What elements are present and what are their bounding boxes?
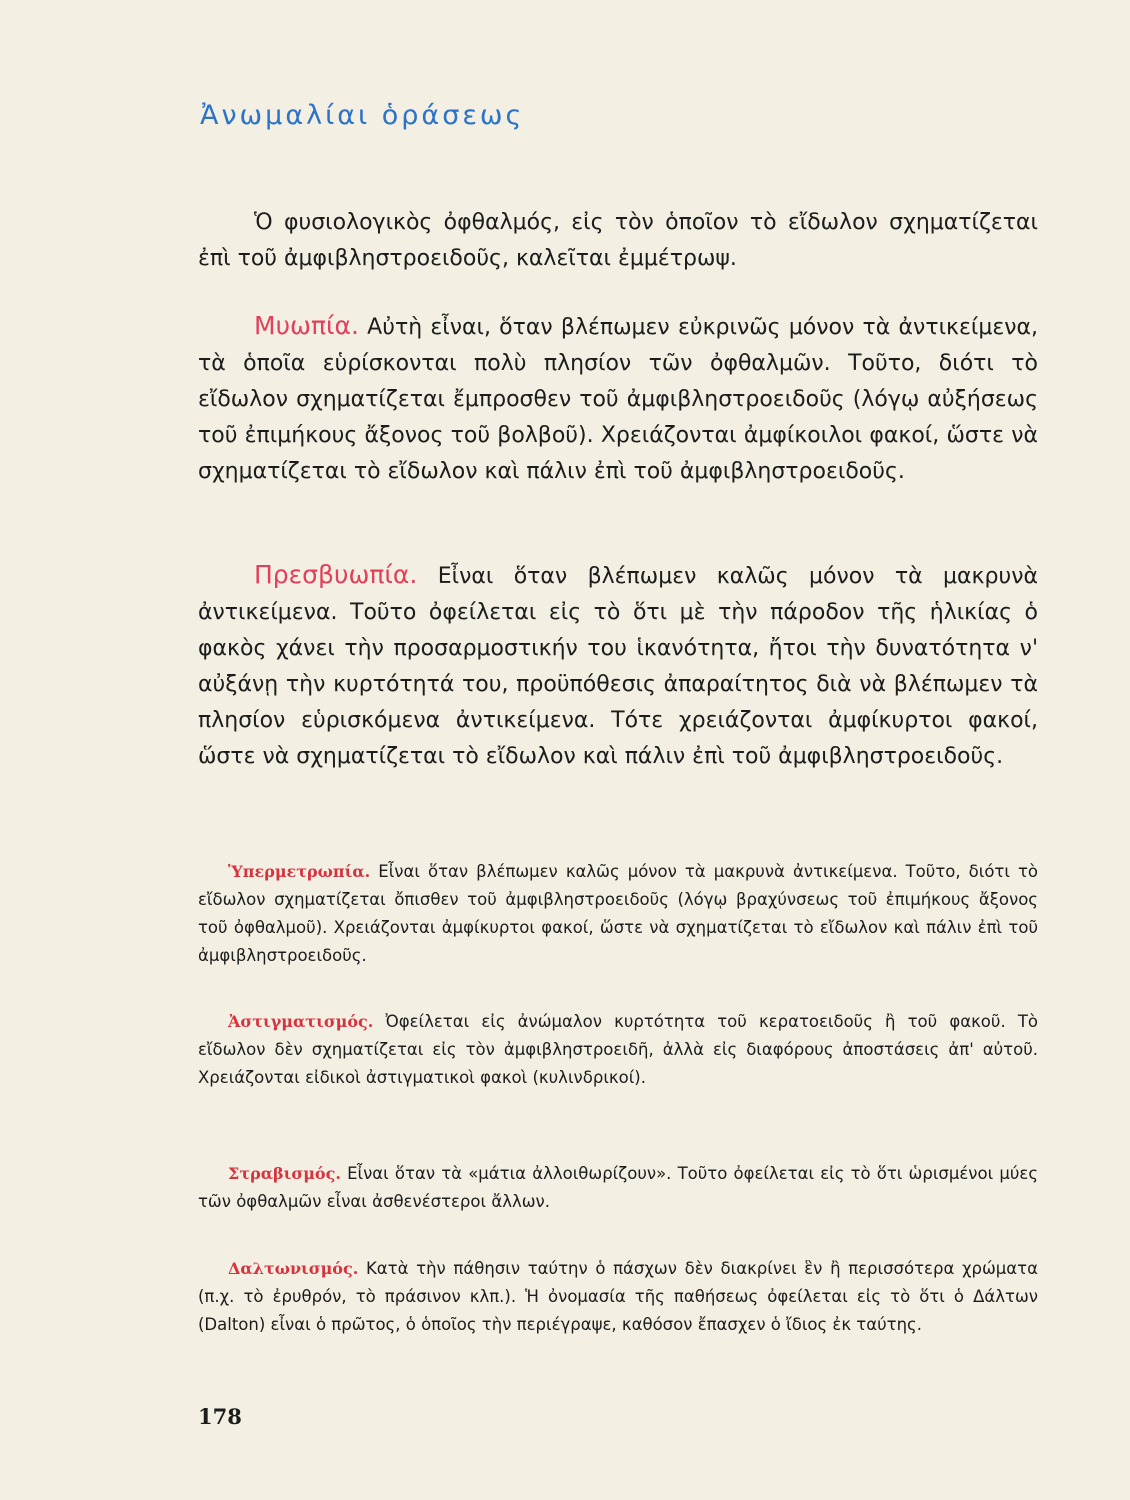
myopia-paragraph: [198, 308, 1038, 490]
presbyopia-text: Εἶναι ὅταν βλέπωμεν καλῶς μόνον τὰ μακρυνὰ ἀντικείμενα. Τοῦτο ὀφείλεται εἰς τὸ ὅτι μὲ τὴν πάροδον τῆς ἡλικίας ὁ φακὸς χάνει τὴν προσαρμοστικήν του ἱκανότητα, ἤτοι τὴν δυνατότητα ν' αὐξάνῃ τὴν κυρτότητά του, προϋπόθεσις ἀπαραίτητος διὰ νὰ βλέπωμεν τὰ πλησίον εὑρισκόμενα ἀντικείμενα. Τότε χρειάζονται ἀμφίκυρτοι φακοί, ὥστε νὰ σχηματίζεται τὸ εἴδωλον καὶ πάλιν ἐπὶ τοῦ ἀμφιβληστροειδοῦς.: [198, 564, 1038, 769]
section-title: Ἀνωμαλίαι ὁράσεως: [200, 100, 525, 131]
intro-paragraph: [198, 205, 1038, 277]
myopia-heading: Μυωπία.: [254, 311, 359, 340]
daltonism-heading: Δαλτωνισμός.: [228, 1259, 359, 1278]
strabismus-heading: Στραβισμός.: [228, 1164, 341, 1183]
astigmatism-paragraph: [198, 1008, 1038, 1092]
myopia-text: Αὐτὴ εἶναι, ὅταν βλέπωμεν εὐκρινῶς μόνον τὰ ἀντικείμενα, τὰ ὁποῖα εὑρίσκονται πολὺ πλησίον τῶν ὀφθαλμῶν. Τοῦτο, διότι τὸ εἴδωλον σχηματίζεται ἔμπροσθεν τοῦ ἀμφιβληστροειδοῦς (λόγῳ αὐξήσεως τοῦ ἐπιμήκους ἄξονος τοῦ βολβοῦ). Χρειάζονται ἀμφίκοιλοι φακοί, ὥστε νὰ σχηματίζεται τὸ εἴδωλον καὶ πάλιν ἐπὶ τοῦ ἀμφιβληστροειδοῦς.: [198, 315, 1038, 484]
hypermetropia-heading: Ὑπερμετρωπία.: [228, 862, 371, 881]
strabismus-text: Εἶναι ὅταν τὰ «μάτια ἀλλοιθωρίζουν». Τοῦτο ὀφείλεται εἰς τὸ ὅτι ὡρισμένοι μύες τῶν ὀφθαλμῶν εἶναι ἀσθενέστεροι ἄλλων.: [198, 1164, 1039, 1211]
presbyopia-paragraph: [198, 557, 1038, 775]
astigmatism-text: Ὀφείλεται εἰς ἀνώμαλον κυρτότητα τοῦ κερατοειδοῦς ἢ τοῦ φακοῦ. Τὸ εἴδωλον δὲν σχηματίζεται εἰς τὸν ἀμφιβληστροειδῆ, ἀλλὰ εἰς διαφόρους ἀποστάσεις ἀπ' αὐτοῦ. Χρειάζονται εἰδικοὶ ἀστιγματικοὶ φακοὶ (κυλινδρικοί).: [198, 1012, 1039, 1087]
presbyopia-heading: Πρεσβυωπία.: [254, 560, 418, 589]
astigmatism-heading: Ἀστιγματισμός.: [228, 1012, 374, 1031]
hypermetropia-paragraph: [198, 858, 1038, 970]
daltonism-paragraph: [198, 1255, 1038, 1339]
hypermetropia-text: Εἶναι ὅταν βλέπωμεν καλῶς μόνον τὰ μακρυνὰ ἀντικείμενα. Τοῦτο, διότι τὸ εἴδωλον σχηματίζεται ὄπισθεν τοῦ ἀμφιβληστροειδοῦς (λόγῳ βραχύνσεως τοῦ ἐπιμήκους ἄξονος τοῦ ὀφθαλμοῦ). Χρειάζονται ἀμφίκυρτοι φακοί, ὥστε νὰ σχηματίζεται τὸ εἴδωλον καὶ πάλιν ἐπὶ τοῦ ἀμφιβληστροειδοῦς.: [198, 862, 1038, 965]
intro-text: Ὁ φυσιολογικὸς ὀφθαλμός, εἰς τὸν ὁποῖον τὸ εἴδωλον σχηματίζεται ἐπὶ τοῦ ἀμφιβληστροειδοῦς, καλεῖται ἐμμέτρωψ.: [198, 210, 1038, 271]
strabismus-paragraph: [198, 1160, 1038, 1216]
page-number: 178: [198, 1404, 242, 1429]
daltonism-text: Κατὰ τὴν πάθησιν ταύτην ὁ πάσχων δὲν διακρίνει ἓν ἢ περισσότερα χρώματα (π.χ. τὸ ἐρυθρόν, τὸ πράσινον κλπ.). Ἡ ὀνομασία τῆς παθήσεως ὀφείλεται εἰς τὸ ὅτι ὁ Δάλτων (Dalton) εἶναι ὁ πρῶτος, ὁ ὁποῖος τὴν περιέγραψε, καθόσον ἔπασχεν ὁ ἴδιος ἐκ ταύτης.: [198, 1259, 1038, 1334]
